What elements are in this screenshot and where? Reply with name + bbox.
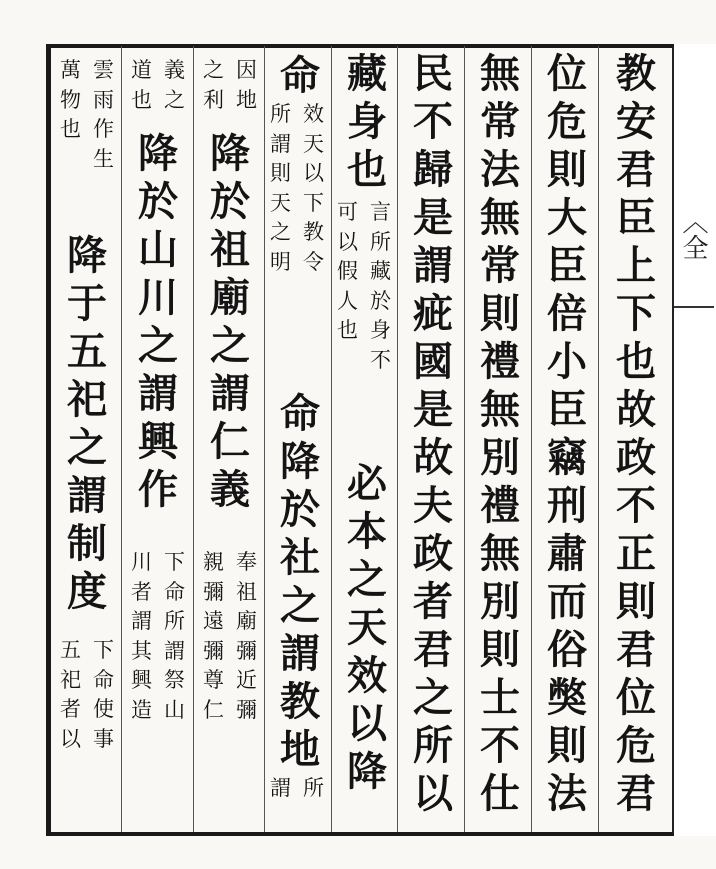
- character-glyph: 之: [210, 322, 250, 369]
- character-glyph: 廟: [236, 609, 257, 633]
- character-glyph: 士: [480, 674, 520, 721]
- character-glyph: 其: [131, 638, 152, 663]
- character-glyph: 所: [164, 609, 185, 633]
- character-glyph: 危: [616, 722, 656, 769]
- character-glyph: 也: [616, 338, 656, 385]
- column-rule: [331, 46, 332, 832]
- character-glyph: 義: [210, 466, 250, 513]
- character-glyph: 五: [67, 328, 107, 375]
- character-glyph: 倍: [547, 290, 587, 337]
- character-glyph: 教: [280, 678, 320, 725]
- character-glyph: 之: [138, 322, 178, 369]
- character-glyph: 則: [616, 578, 656, 625]
- character-glyph: 夫: [413, 482, 453, 529]
- character-glyph: 謂: [131, 609, 152, 633]
- character-glyph: 君: [616, 146, 656, 193]
- character-glyph: 民: [413, 50, 453, 97]
- annotation-line-left: [125, 548, 158, 725]
- character-glyph: 歸: [413, 146, 453, 193]
- character-glyph: 地: [236, 87, 257, 112]
- character-glyph: 謂: [67, 472, 107, 519]
- character-glyph: 下: [164, 550, 185, 574]
- character-glyph: 不: [480, 722, 520, 769]
- character-glyph: 者: [413, 578, 453, 625]
- character-glyph: 常: [480, 242, 520, 289]
- character-glyph: 以: [337, 229, 358, 254]
- character-glyph: 藏: [347, 50, 387, 97]
- character-glyph: 天: [303, 131, 324, 156]
- annotation-line-left: [197, 56, 230, 115]
- character-glyph: 以: [413, 770, 453, 817]
- character-glyph: 上: [616, 242, 656, 289]
- character-glyph: 興: [138, 418, 178, 465]
- character-glyph: 臣: [616, 194, 656, 241]
- character-glyph: 別: [480, 434, 520, 481]
- text-column-5-top: [336, 50, 398, 200]
- character-glyph: 效: [347, 652, 387, 699]
- character-glyph: 者: [60, 697, 81, 721]
- text-column-6-bottom: [269, 390, 331, 774]
- character-glyph: 不: [413, 98, 453, 145]
- character-glyph: 祀: [60, 667, 81, 692]
- character-glyph: 是: [413, 194, 453, 241]
- character-glyph: 疵: [413, 290, 453, 337]
- character-glyph: 命: [280, 52, 320, 99]
- character-glyph: 降: [347, 748, 387, 795]
- character-glyph: 竊: [547, 434, 587, 481]
- character-glyph: 獘: [547, 674, 587, 721]
- character-glyph: 於: [280, 486, 320, 533]
- character-glyph: 仁: [210, 418, 250, 465]
- character-glyph: 生: [93, 146, 114, 171]
- character-glyph: 謂: [210, 370, 250, 417]
- character-glyph: 也: [347, 146, 387, 193]
- character-glyph: 藏: [370, 259, 391, 283]
- character-glyph: 仕: [480, 770, 520, 817]
- annotation-column-7-top: [193, 56, 263, 115]
- character-glyph: 祖: [210, 226, 250, 273]
- character-glyph: 君: [616, 626, 656, 673]
- text-column-6-top: [269, 52, 331, 100]
- text-column-8: [127, 130, 189, 514]
- character-glyph: 常: [480, 98, 520, 145]
- character-glyph: 下: [93, 638, 114, 662]
- character-glyph: 山: [138, 226, 178, 273]
- character-glyph: 本: [347, 508, 387, 555]
- text-column-5-bottom: [336, 460, 398, 796]
- character-glyph: 近: [236, 668, 257, 692]
- character-glyph: 言: [370, 200, 391, 224]
- annotation-column-6: [264, 100, 330, 277]
- character-glyph: 肅: [547, 530, 587, 577]
- character-glyph: 彌: [236, 638, 257, 663]
- character-glyph: 道: [131, 58, 152, 82]
- character-glyph: 身: [347, 98, 387, 145]
- character-glyph: 則: [480, 290, 520, 337]
- character-glyph: 之: [164, 87, 185, 112]
- character-glyph: 別: [480, 578, 520, 625]
- text-column-9: [56, 232, 118, 616]
- annotation-line-left: [264, 100, 297, 277]
- character-glyph: 臣: [547, 242, 587, 289]
- character-glyph: 大: [547, 194, 587, 241]
- annotation-line-right: [297, 774, 330, 804]
- character-glyph: 義: [164, 58, 185, 82]
- character-glyph: 教: [616, 50, 656, 97]
- character-glyph: 降: [280, 438, 320, 485]
- character-glyph: 之: [270, 220, 291, 244]
- character-glyph: 是: [413, 386, 453, 433]
- character-glyph: 臣: [547, 386, 587, 433]
- character-glyph: 五: [60, 638, 81, 662]
- character-glyph: 之: [347, 556, 387, 603]
- character-glyph: 故: [413, 434, 453, 481]
- annotation-line-right: [158, 548, 191, 725]
- character-glyph: 奉: [236, 550, 257, 574]
- character-glyph: 命: [280, 390, 320, 437]
- annotation-column-7-bottom: [193, 548, 263, 725]
- character-glyph: 下: [303, 190, 324, 215]
- character-glyph: 身: [370, 318, 391, 342]
- character-glyph: 人: [337, 288, 358, 313]
- column-rule: [598, 46, 599, 832]
- character-glyph: 所: [270, 102, 291, 126]
- character-glyph: 雲: [93, 58, 114, 82]
- margin-label: 〈全: [678, 208, 708, 260]
- character-glyph: 地: [280, 726, 320, 773]
- character-glyph: 物: [60, 87, 81, 112]
- character-glyph: 正: [616, 530, 656, 577]
- character-glyph: 謂: [270, 131, 291, 156]
- character-glyph: 于: [67, 280, 107, 327]
- text-column-2: [536, 50, 598, 818]
- character-glyph: 下: [616, 290, 656, 337]
- character-glyph: 政: [616, 434, 656, 481]
- character-glyph: 謂: [413, 242, 453, 289]
- character-glyph: 故: [616, 386, 656, 433]
- annotation-line-right: [87, 56, 120, 174]
- character-glyph: 必: [347, 460, 387, 507]
- character-glyph: 刑: [547, 482, 587, 529]
- margin-divider: [674, 306, 714, 308]
- character-glyph: 位: [616, 674, 656, 721]
- character-glyph: 無: [480, 50, 520, 97]
- character-glyph: 興: [131, 668, 152, 692]
- character-glyph: 小: [547, 338, 587, 385]
- character-glyph: 君: [413, 626, 453, 673]
- character-glyph: 也: [337, 318, 358, 342]
- annotation-line-left: [197, 548, 230, 725]
- character-glyph: 國: [413, 338, 453, 385]
- character-glyph: 禮: [480, 338, 520, 385]
- character-glyph: 明: [270, 249, 291, 274]
- annotation-line-left: [54, 56, 87, 174]
- character-glyph: 降: [210, 130, 250, 177]
- margin-fish-tail-label: [672, 186, 716, 282]
- character-glyph: 彌: [236, 697, 257, 722]
- character-glyph: 制: [67, 520, 107, 567]
- annotation-line-right: [297, 100, 330, 277]
- character-glyph: 尊: [203, 668, 224, 692]
- annotation-column-9-top: [52, 56, 120, 174]
- character-glyph: 以: [347, 700, 387, 747]
- character-glyph: 彌: [203, 579, 224, 604]
- character-glyph: 無: [480, 386, 520, 433]
- character-glyph: 祀: [67, 376, 107, 423]
- character-glyph: 仁: [203, 697, 224, 722]
- character-glyph: 也: [60, 117, 81, 141]
- character-glyph: 因: [236, 58, 257, 82]
- annotation-column-9-bottom: [52, 636, 120, 754]
- character-glyph: 作: [93, 117, 114, 141]
- character-glyph: 天: [270, 190, 291, 215]
- character-glyph: 祖: [236, 579, 257, 604]
- character-glyph: 命: [164, 579, 185, 604]
- character-glyph: 親: [203, 550, 224, 574]
- annotation-column-8-bottom: [121, 548, 191, 725]
- character-glyph: 於: [210, 178, 250, 225]
- character-glyph: 則: [270, 161, 291, 185]
- annotation-line-left: [264, 774, 297, 804]
- character-glyph: 以: [60, 726, 81, 751]
- character-glyph: 不: [370, 347, 391, 372]
- character-glyph: 謂: [270, 776, 291, 800]
- character-glyph: 川: [131, 550, 152, 574]
- character-glyph: 之: [203, 58, 224, 82]
- character-glyph: 也: [131, 87, 152, 112]
- character-glyph: 所: [413, 722, 453, 769]
- character-glyph: 降: [138, 130, 178, 177]
- annotation-line-right: [158, 56, 191, 115]
- character-glyph: 可: [337, 200, 358, 224]
- character-glyph: 之: [67, 424, 107, 471]
- character-glyph: 所: [303, 776, 324, 800]
- character-glyph: 雨: [93, 87, 114, 112]
- character-glyph: 之: [280, 582, 320, 629]
- annotation-column-8-top: [121, 56, 191, 115]
- character-glyph: 之: [413, 674, 453, 721]
- character-glyph: 法: [480, 146, 520, 193]
- character-glyph: 使: [93, 697, 114, 721]
- character-glyph: 於: [370, 288, 391, 313]
- text-column-3: [469, 50, 531, 818]
- character-glyph: 作: [138, 466, 178, 513]
- character-glyph: 利: [203, 87, 224, 112]
- character-glyph: 則: [547, 722, 587, 769]
- column-rule: [464, 46, 465, 832]
- column-rule: [531, 46, 532, 832]
- character-glyph: 而: [547, 578, 587, 625]
- character-glyph: 命: [93, 667, 114, 692]
- character-glyph: 山: [164, 697, 185, 722]
- annotation-line-right: [230, 56, 263, 115]
- character-glyph: 遠: [203, 609, 224, 633]
- character-glyph: 則: [480, 626, 520, 673]
- character-glyph: 則: [547, 146, 587, 193]
- character-glyph: 彌: [203, 638, 224, 663]
- character-glyph: 所: [370, 229, 391, 254]
- annotation-line-left: [54, 636, 87, 754]
- character-glyph: 於: [138, 178, 178, 225]
- character-glyph: 位: [547, 50, 587, 97]
- character-glyph: 天: [347, 604, 387, 651]
- character-glyph: 以: [303, 161, 324, 185]
- character-glyph: 謂: [164, 638, 185, 663]
- annotation-line-left: [125, 56, 158, 115]
- character-glyph: 降: [67, 232, 107, 279]
- character-glyph: 度: [67, 568, 107, 615]
- annotation-column-6-end: [264, 774, 330, 804]
- character-glyph: 謂: [138, 370, 178, 417]
- character-glyph: 者: [131, 579, 152, 604]
- character-glyph: 政: [413, 530, 453, 577]
- character-glyph: 造: [131, 697, 152, 722]
- text-column-4: [402, 50, 464, 818]
- character-glyph: 安: [616, 98, 656, 145]
- character-glyph: 無: [480, 530, 520, 577]
- character-glyph: 效: [303, 102, 324, 126]
- character-glyph: 君: [616, 770, 656, 817]
- character-glyph: 法: [547, 770, 587, 817]
- text-column-1: [603, 50, 669, 818]
- margin-border: [672, 186, 692, 826]
- character-glyph: 俗: [547, 626, 587, 673]
- annotation-line-right: [364, 198, 397, 375]
- character-glyph: 社: [280, 534, 320, 581]
- annotation-line-right: [230, 548, 263, 725]
- annotation-column-5: [331, 198, 397, 375]
- text-column-7: [199, 130, 261, 514]
- character-glyph: 廟: [210, 274, 250, 321]
- character-glyph: 教: [303, 220, 324, 244]
- character-glyph: 萬: [60, 58, 81, 82]
- character-glyph: 事: [93, 726, 114, 751]
- character-glyph: 禮: [480, 482, 520, 529]
- character-glyph: 不: [616, 482, 656, 529]
- character-glyph: 謂: [280, 630, 320, 677]
- annotation-line-right: [87, 636, 120, 754]
- character-glyph: 祭: [164, 668, 185, 692]
- character-glyph: 危: [547, 98, 587, 145]
- character-glyph: 令: [303, 249, 324, 274]
- character-glyph: 川: [138, 274, 178, 321]
- character-glyph: 假: [337, 259, 358, 283]
- annotation-line-left: [331, 198, 364, 375]
- character-glyph: 無: [480, 194, 520, 241]
